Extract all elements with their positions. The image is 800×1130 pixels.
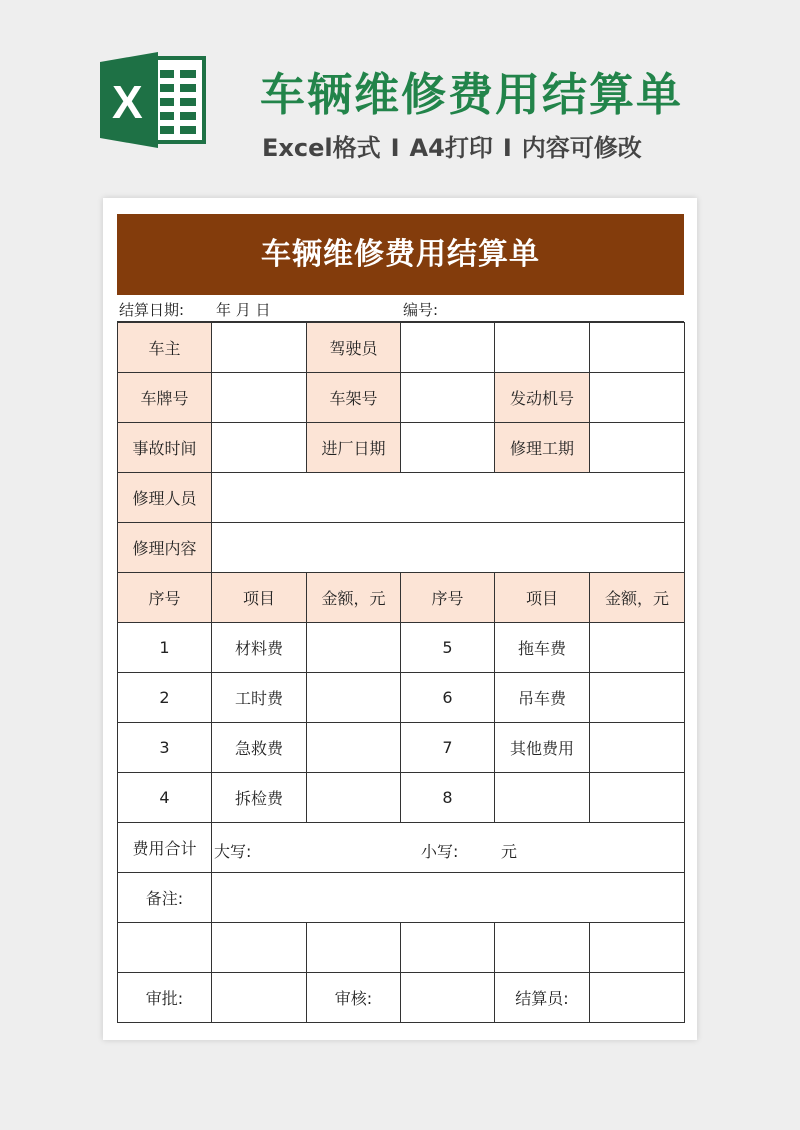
item-number: 4 (118, 773, 212, 823)
empty-cell[interactable] (495, 323, 590, 373)
logo-letter: X (112, 76, 143, 128)
subtitle-format: Excel格式 (262, 134, 381, 162)
settlement-form (117, 214, 684, 1023)
date-units[interactable]: 年 月 日 (216, 301, 271, 319)
signature-row (118, 973, 685, 1023)
column-header: 序号 (118, 573, 212, 623)
number-label[interactable]: 编号: (403, 301, 439, 319)
table-row (118, 323, 685, 373)
total-label: 费用合计 (118, 823, 212, 873)
item-name: 材料费 (212, 623, 307, 673)
table-row (118, 373, 685, 423)
empty-cell[interactable] (590, 923, 685, 973)
repair-staff-field[interactable] (212, 473, 685, 523)
accident-time-label: 事故时间 (118, 423, 212, 473)
remark-label: 备注: (118, 873, 212, 923)
engine-field[interactable] (590, 373, 685, 423)
plate-field[interactable] (212, 373, 307, 423)
item-number: 8 (401, 773, 495, 823)
total-row (118, 823, 685, 873)
amount-field[interactable] (307, 623, 401, 673)
table-row (118, 473, 685, 523)
item-number: 1 (118, 623, 212, 673)
repair-period-label: 修理工期 (495, 423, 590, 473)
owner-label: 车主 (118, 323, 212, 373)
empty-cell[interactable] (590, 323, 685, 373)
item-name[interactable] (495, 773, 590, 823)
driver-field[interactable] (401, 323, 495, 373)
empty-cell[interactable] (401, 923, 495, 973)
table-row (118, 723, 685, 773)
form-title: 车辆维修费用结算单 (117, 214, 684, 295)
excel-logo-icon (100, 52, 208, 148)
settlement-date-label: 结算日期: (119, 301, 185, 319)
subtitle-print: A4打印 (409, 134, 493, 162)
repair-content-label: 修理内容 (118, 523, 212, 573)
entry-date-field[interactable] (401, 423, 495, 473)
amount-field[interactable] (307, 673, 401, 723)
amount-field[interactable] (307, 723, 401, 773)
item-name: 拖车费 (495, 623, 590, 673)
amount-field[interactable] (590, 723, 685, 773)
table-row (118, 923, 685, 973)
lowercase-label: 小写: (421, 842, 459, 861)
column-header: 金额，元 (307, 573, 401, 623)
remark-row (118, 873, 685, 923)
settler-label: 结算员: (495, 973, 590, 1023)
banner-subtitle (262, 128, 642, 163)
repair-content-field[interactable] (212, 523, 685, 573)
item-number: 5 (401, 623, 495, 673)
uppercase-label: 大写: (214, 842, 252, 861)
column-header: 序号 (401, 573, 495, 623)
table-row (118, 773, 685, 823)
total-field[interactable] (212, 823, 685, 873)
item-name: 急救费 (212, 723, 307, 773)
item-number: 2 (118, 673, 212, 723)
table-row (118, 423, 685, 473)
approve-label: 审批: (118, 973, 212, 1023)
amount-field[interactable] (307, 773, 401, 823)
item-name: 工时费 (212, 673, 307, 723)
column-header: 金额，元 (590, 573, 685, 623)
driver-label: 驾驶员 (307, 323, 401, 373)
item-number: 6 (401, 673, 495, 723)
engine-label: 发动机号 (495, 373, 590, 423)
amount-field[interactable] (590, 673, 685, 723)
item-name: 其他费用 (495, 723, 590, 773)
item-number: 3 (118, 723, 212, 773)
empty-cell[interactable] (307, 923, 401, 973)
review-label: 审核: (307, 973, 401, 1023)
empty-cell[interactable] (495, 923, 590, 973)
amount-field[interactable] (590, 773, 685, 823)
date-row (117, 295, 684, 322)
repair-staff-label: 修理人员 (118, 473, 212, 523)
entry-date-label: 进厂日期 (307, 423, 401, 473)
accident-time-field[interactable] (212, 423, 307, 473)
form-grid (117, 322, 685, 1023)
banner-title: 车辆维修费用结算单 (260, 68, 684, 121)
table-header-row (118, 573, 685, 623)
yuan-unit: 元 (501, 842, 518, 861)
subtitle-editable: 内容可修改 (521, 134, 642, 162)
item-name: 吊车费 (495, 673, 590, 723)
table-row (118, 623, 685, 673)
item-name: 拆检费 (212, 773, 307, 823)
plate-label: 车牌号 (118, 373, 212, 423)
column-header: 项目 (212, 573, 307, 623)
amount-field[interactable] (590, 623, 685, 673)
review-field[interactable] (401, 973, 495, 1023)
frame-field[interactable] (401, 373, 495, 423)
empty-cell[interactable] (212, 923, 307, 973)
column-header: 项目 (495, 573, 590, 623)
table-row (118, 673, 685, 723)
owner-field[interactable] (212, 323, 307, 373)
frame-label: 车架号 (307, 373, 401, 423)
settler-field[interactable] (590, 973, 685, 1023)
empty-cell[interactable] (118, 923, 212, 973)
repair-period-field[interactable] (590, 423, 685, 473)
remark-field[interactable] (212, 873, 685, 923)
subtitle-separator: I (502, 134, 512, 162)
item-number: 7 (401, 723, 495, 773)
table-row (118, 523, 685, 573)
subtitle-separator: I (390, 134, 400, 162)
approve-field[interactable] (212, 973, 307, 1023)
